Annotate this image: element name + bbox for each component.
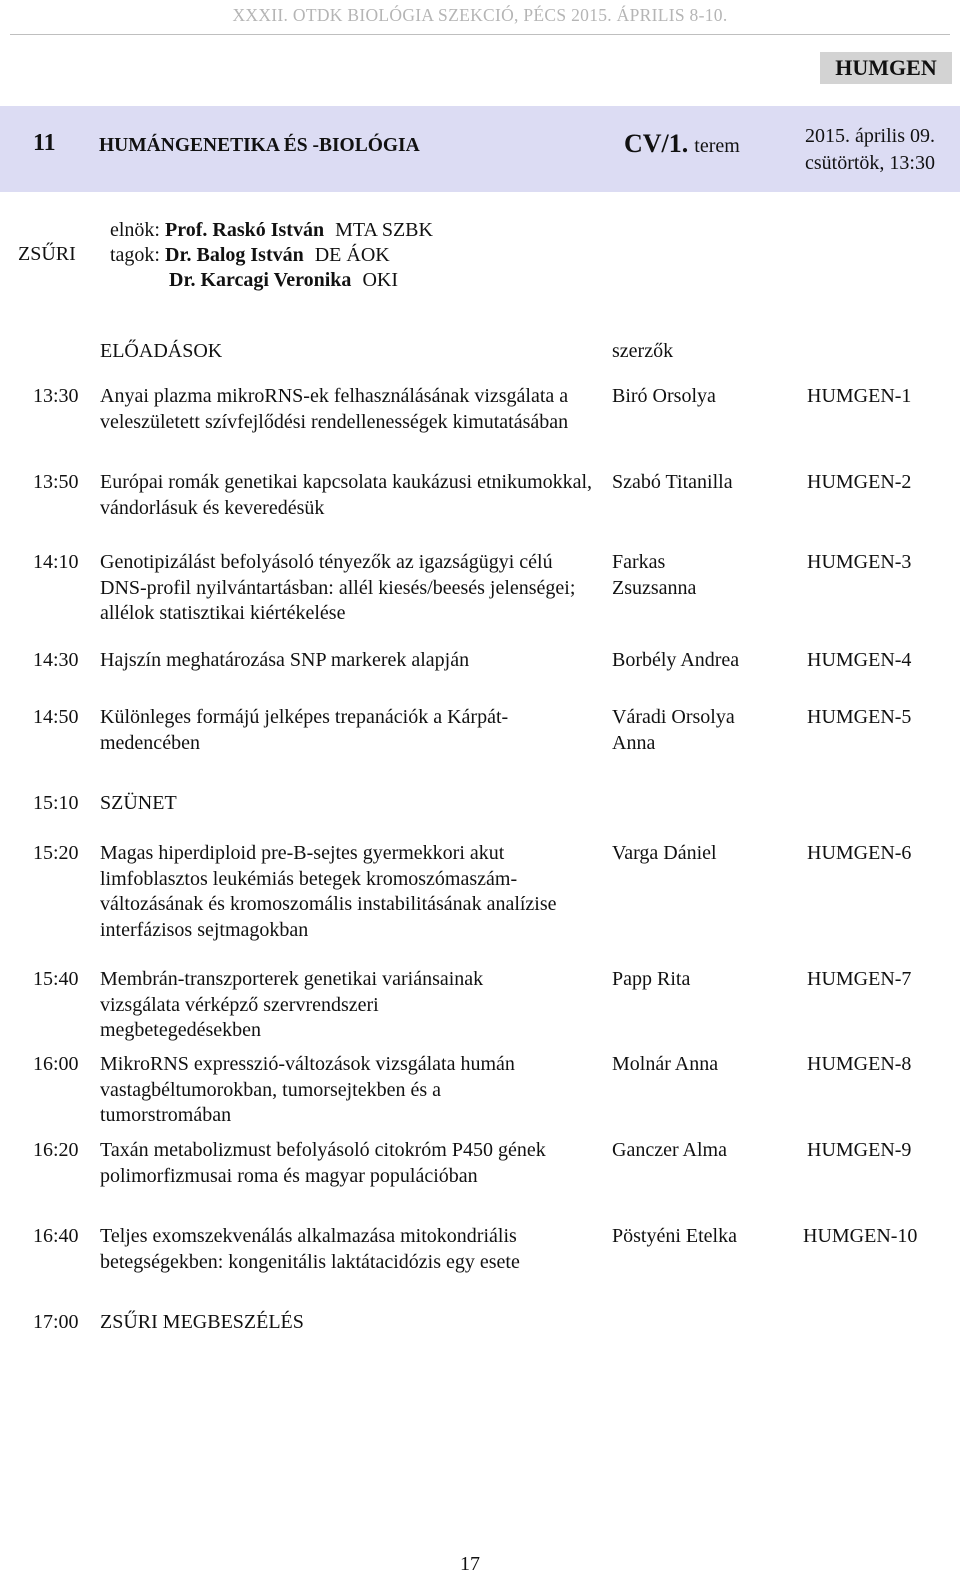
jury-member-name: Dr. Karcagi Veronika [169, 269, 352, 291]
talk-time: 14:30 [33, 649, 79, 671]
jury-affiliation: MTA SZBK [335, 219, 433, 241]
break-label: SZÜNET [100, 792, 177, 814]
talk-title: Anyai plazma mikroRNS-ek felhasználásának vizsgálata a veleszületett szívfejlődési rendellenességek kimutatásában [100, 385, 569, 433]
jury-member [110, 244, 390, 267]
session-datetime [790, 123, 950, 177]
talk-author: Ganczer Alma [612, 1139, 727, 1161]
jury-member [169, 269, 398, 292]
talk-time: 16:20 [33, 1139, 79, 1161]
section-banner [0, 106, 960, 192]
jury-affiliation: OKI [362, 269, 398, 291]
talk-author: Papp Rita [612, 968, 691, 990]
talk-author: Borbély Andrea [612, 649, 740, 671]
jury-affiliation: DE ÁOK [314, 244, 390, 266]
jury-label: ZSŰRI [18, 243, 76, 265]
talk-code: HUMGEN-6 [807, 842, 912, 864]
room-info [624, 129, 740, 159]
talk-author: Molnár Anna [612, 1053, 719, 1075]
room-label: terem [694, 135, 740, 157]
talk-code: HUMGEN-4 [807, 649, 912, 671]
talk-title: Hajszín meghatározása SNP markerek alapján [100, 649, 470, 671]
talk-author: Varga Dániel [612, 842, 717, 864]
talk-title: Genotipizálást befolyásoló tényezők az igazságügyi célú DNS-profil nyilvántartásban: allél kiesés/beesés jelenségei; allélok statisztikai kiértékelése [100, 551, 576, 624]
talk-title: Taxán metabolizmust befolyásoló citokróm P450 gének polimorfizmusai roma és magyar populációban [100, 1139, 546, 1187]
talk-code: HUMGEN-10 [803, 1225, 918, 1247]
talk-code: HUMGEN-3 [807, 551, 912, 573]
talk-title: MikroRNS expresszió-változások vizsgálata humán vastagbéltumorokban, tumorsejtekben és a tumorstromában [100, 1053, 515, 1126]
conference-header: XXXII. OTDK BIOLÓGIA SZEKCIÓ, PÉCS 2015. ÁPRILIS 8-10. [232, 5, 728, 25]
section-code-badge: HUMGEN [820, 52, 952, 84]
jury-chair [110, 219, 433, 242]
page-number: 17 [460, 1553, 480, 1575]
talk-time: 15:40 [33, 968, 79, 990]
talk-time: 16:40 [33, 1225, 79, 1247]
session-date: 2015. április 09. [805, 125, 935, 147]
talk-time: 17:00 [33, 1311, 79, 1333]
talk-time: 15:10 [33, 792, 79, 814]
talk-author: Farkas Zsuzsanna [612, 551, 697, 599]
talk-author: Váradi Orsolya Anna [612, 706, 735, 754]
talk-author: Pöstyéni Etelka [612, 1225, 737, 1247]
session-time: csütörtök, 13:30 [805, 152, 935, 174]
jury-member-name: Dr. Balog István [165, 244, 304, 266]
section-number: 11 [33, 130, 56, 156]
talk-code: HUMGEN-1 [807, 385, 912, 407]
talk-code: HUMGEN-9 [807, 1139, 912, 1161]
jury-discussion-label: ZSŰRI MEGBESZÉLÉS [100, 1311, 304, 1333]
talk-time: 13:30 [33, 385, 79, 407]
talk-title: Európai romák genetikai kapcsolata kaukázusi etnikumokkal, vándorlásuk és keveredésük [100, 471, 593, 519]
talk-time: 14:50 [33, 706, 79, 728]
talk-code: HUMGEN-5 [807, 706, 912, 728]
talks-column-header: ELŐADÁSOK [100, 340, 223, 362]
talk-title: Magas hiperdiploid pre-B-sejtes gyermekkori akut limfoblasztos leukémiás betegek kromoszómaszám-változásának és kromoszomális instabilitásának analízise interfázisos sejtmagokban [100, 842, 557, 941]
jury-role: tagok: [110, 244, 160, 266]
section-title: HUMÁNGENETIKA ÉS -BIOLÓGIA [99, 135, 420, 156]
talk-time: 13:50 [33, 471, 79, 493]
talk-time: 15:20 [33, 842, 79, 864]
talk-author: Biró Orsolya [612, 385, 716, 407]
talk-time: 14:10 [33, 551, 79, 573]
room-code: CV/1. [624, 129, 689, 158]
talk-code: HUMGEN-2 [807, 471, 912, 493]
talk-author: Szabó Titanilla [612, 471, 733, 493]
talk-code: HUMGEN-8 [807, 1053, 912, 1075]
header-divider [10, 34, 950, 35]
talk-time: 16:00 [33, 1053, 79, 1075]
jury-member-name: Prof. Raskó István [165, 219, 325, 241]
talk-title: Különleges formájú jelképes trepanációk a Kárpát-medencében [100, 706, 509, 754]
jury-role: elnök: [110, 219, 160, 241]
talk-title: Membrán-transzporterek genetikai variánsainak vizsgálata vérképző szervrendszeri megbetegedésekben [100, 968, 484, 1041]
authors-column-header: szerzők [612, 340, 674, 362]
talk-title: Teljes exomszekvenálás alkalmazása mitokondriális betegségekben: kongenitális laktátacidózis egy esete [100, 1225, 520, 1273]
talk-code: HUMGEN-7 [807, 968, 912, 990]
